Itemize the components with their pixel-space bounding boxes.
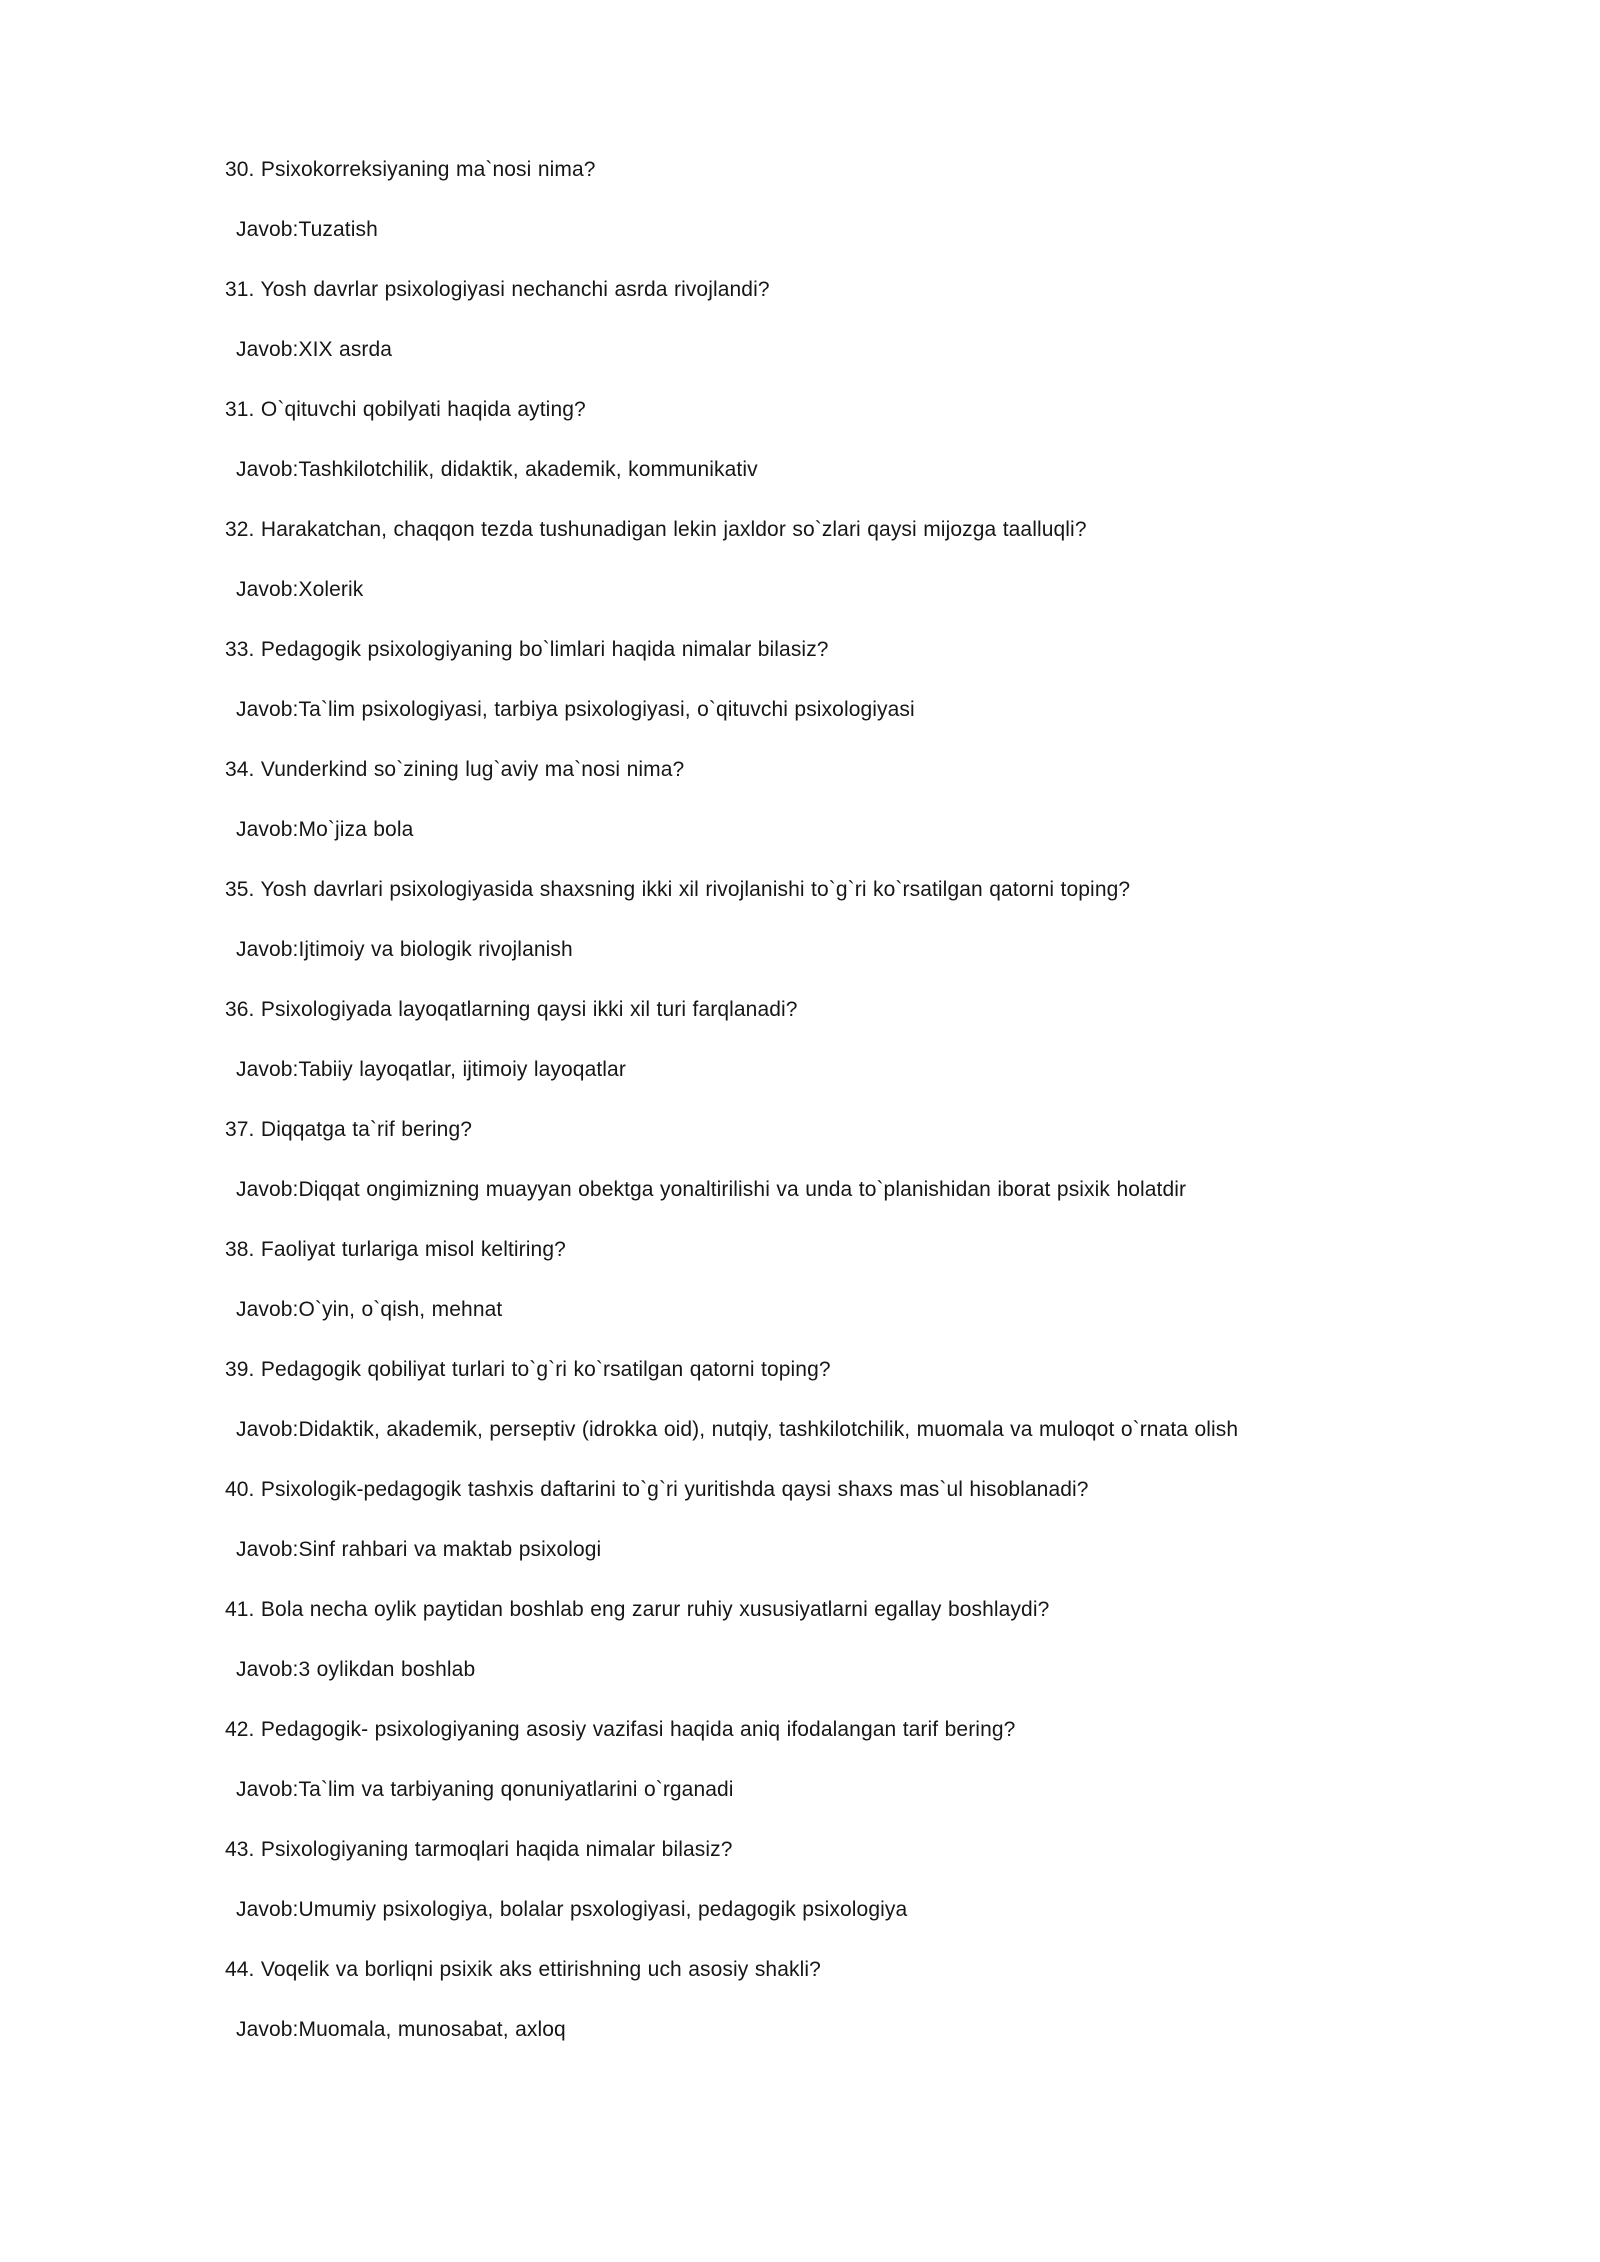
- question-line: 31. O`qituvchi qobilyati haqida ayting?: [225, 398, 586, 421]
- question-line: 36. Psixologiyada layoqatlarning qaysi ikki xil turi farqlanadi?: [225, 998, 798, 1021]
- answer-line: Javob:XIX asrda: [236, 338, 393, 361]
- question-line: 40. Psixologik-pedagogik tashxis daftarini to`g`ri yuritishda qaysi shaxs mas`ul hisoblanadi?: [225, 1478, 1089, 1501]
- answer-line: Javob:Diqqat ongimizning muayyan obektga yonaltirilishi va unda to`planishidan iborat psixik holatdir: [236, 1178, 1187, 1201]
- question-line: 39. Pedagogik qobiliyat turlari to`g`ri ko`rsatilgan qatorni toping?: [225, 1358, 831, 1381]
- question-line: 41. Bola necha oylik paytidan boshlab eng zarur ruhiy xususiyatlarni egallay boshlaydi?: [225, 1598, 1050, 1621]
- answer-line: Javob:Ta`lim psixologiyasi, tarbiya psixologiyasi, o`qituvchi psixologiyasi: [236, 698, 915, 721]
- question-line: 37. Diqqatga ta`rif bering?: [225, 1118, 473, 1141]
- question-line: 44. Voqelik va borliqni psixik aks ettirishning uch asosiy shakli?: [225, 1958, 821, 1981]
- answer-line: Javob:Mo`jiza bola: [236, 818, 414, 841]
- answer-line: Javob:Xolerik: [236, 578, 364, 601]
- answer-line: Javob:Tuzatish: [236, 218, 378, 241]
- question-line: 43. Psixologiyaning tarmoqlari haqida nimalar bilasiz?: [225, 1838, 733, 1861]
- question-line: 31. Yosh davrlar psixologiyasi nechanchi asrda rivojlandi?: [225, 278, 770, 301]
- question-line: 32. Harakatchan, chaqqon tezda tushunadigan lekin jaxldor so`zlari qaysi mijozga taalluqli?: [225, 518, 1087, 541]
- question-line: 35. Yosh davrlari psixologiyasida shaxsning ikki xil rivojlanishi to`g`ri ko`rsatilgan qatorni toping?: [225, 878, 1131, 901]
- answer-line: Javob:Ta`lim va tarbiyaning qonuniyatlarini o`rganadi: [236, 1778, 734, 1801]
- question-line: 30. Psixokorreksiyaning ma`nosi nima?: [225, 158, 596, 181]
- answer-line: Javob:Sinf rahbari va maktab psixologi: [236, 1538, 602, 1561]
- answer-line: Javob:O`yin, o`qish, mehnat: [236, 1298, 503, 1321]
- question-line: 42. Pedagogik- psixologiyaning asosiy vazifasi haqida aniq ifodalangan tarif bering?: [225, 1718, 1016, 1741]
- answer-line: Javob:Umumiy psixologiya, bolalar psxologiyasi, pedagogik psixologiya: [236, 1898, 908, 1921]
- answer-line: Javob:3 oylikdan boshlab: [236, 1658, 476, 1681]
- answer-line: Javob:Tabiiy layoqatlar, ijtimoiy layoqatlar: [236, 1058, 626, 1081]
- question-line: 34. Vunderkind so`zining lug`aviy ma`nosi nima?: [225, 758, 685, 781]
- question-line: 38. Faoliyat turlariga misol keltiring?: [225, 1238, 566, 1261]
- answer-line: Javob:Tashkilotchilik, didaktik, akademik, kommunikativ: [236, 458, 758, 481]
- answer-line: Javob:Didaktik, akademik, perseptiv (idrokka oid), nutqiy, tashkilotchilik, muomala va muloqot o`rnata olish: [236, 1418, 1239, 1441]
- qa-list: [225, 150, 1448, 2050]
- question-line: 33. Pedagogik psixologiyaning bo`limlari haqida nimalar bilasiz?: [225, 638, 829, 661]
- answer-line: Javob:Muomala, munosabat, axloq: [236, 2018, 566, 2041]
- answer-line: Javob:Ijtimoiy va biologik rivojlanish: [236, 938, 573, 961]
